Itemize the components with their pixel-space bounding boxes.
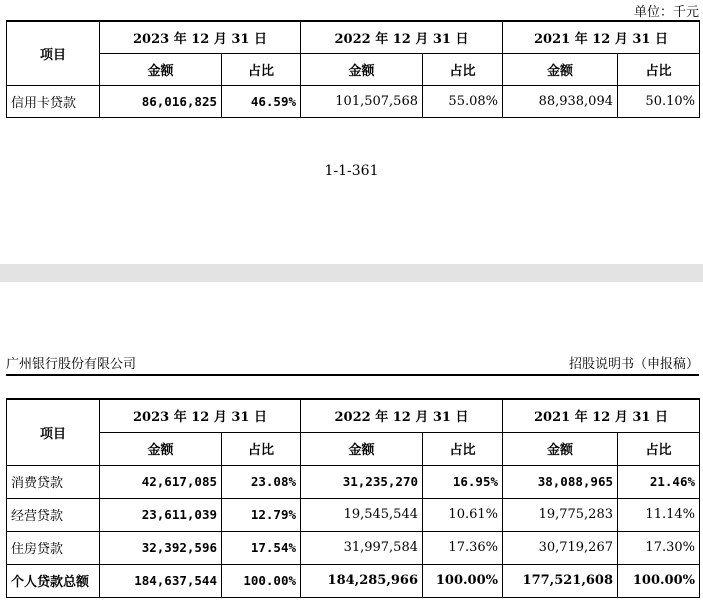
table-row bbox=[7, 85, 700, 117]
cell-amount-2022: 101,507,568 bbox=[301, 85, 423, 117]
cell-amount-2021: 19,775,283 bbox=[503, 498, 618, 531]
header-ratio: 占比 bbox=[423, 53, 503, 85]
header-item: 项目 bbox=[7, 399, 100, 465]
header-period-2022: 2022 年 12 月 31 日 bbox=[301, 399, 503, 432]
cell-ratio-2021: 21.46% bbox=[618, 465, 700, 498]
header-period-2021: 2021 年 12 月 31 日 bbox=[503, 21, 700, 53]
company-name: 广州银行股份有限公司 bbox=[6, 357, 137, 372]
header-period-2021: 2021 年 12 月 31 日 bbox=[503, 399, 700, 432]
header-amount: 金额 bbox=[100, 432, 222, 465]
header-amount: 金额 bbox=[301, 432, 423, 465]
cell-ratio-2023: 100.00% bbox=[222, 564, 301, 597]
cell-amount-2021: 30,719,267 bbox=[503, 531, 618, 564]
credit-card-loan-table bbox=[6, 20, 700, 118]
header-period-2023: 2023 年 12 月 31 日 bbox=[100, 399, 301, 432]
cell-amount-2023: 23,611,039 bbox=[100, 498, 222, 531]
header-period-2022: 2022 年 12 月 31 日 bbox=[301, 21, 503, 53]
cell-amount-2022: 184,285,966 bbox=[301, 564, 423, 597]
table-subheader-row bbox=[7, 53, 700, 85]
cell-amount-2023: 32,392,596 bbox=[100, 531, 222, 564]
row-label: 消费贷款 bbox=[7, 465, 100, 498]
cell-amount-2021: 38,088,965 bbox=[503, 465, 618, 498]
table-header-row bbox=[7, 21, 700, 53]
page-separator bbox=[0, 264, 703, 282]
header-ratio: 占比 bbox=[618, 53, 700, 85]
row-label-total: 个人贷款总额 bbox=[7, 564, 100, 597]
cell-ratio-2022: 55.08% bbox=[423, 85, 503, 117]
cell-amount-2022: 31,235,270 bbox=[301, 465, 423, 498]
document-header bbox=[6, 353, 699, 376]
cell-ratio-2021: 17.30% bbox=[618, 531, 700, 564]
row-label: 信用卡贷款 bbox=[7, 85, 100, 117]
header-amount: 金额 bbox=[100, 53, 222, 85]
table-row bbox=[7, 498, 700, 531]
cell-ratio-2023: 17.54% bbox=[222, 531, 301, 564]
cell-ratio-2023: 12.79% bbox=[222, 498, 301, 531]
row-label: 经营贷款 bbox=[7, 498, 100, 531]
cell-amount-2023: 42,617,085 bbox=[100, 465, 222, 498]
cell-ratio-2022: 100.00% bbox=[423, 564, 503, 597]
table-row bbox=[7, 465, 700, 498]
table-header-row bbox=[7, 399, 700, 432]
header-ratio: 占比 bbox=[618, 432, 700, 465]
header-amount: 金额 bbox=[301, 53, 423, 85]
table-total-row bbox=[7, 564, 700, 597]
personal-loan-table bbox=[6, 398, 700, 598]
cell-amount-2023: 184,637,544 bbox=[100, 564, 222, 597]
unit-label: 单位：千元 bbox=[633, 5, 699, 20]
document-title: 招股说明书（申报稿） bbox=[568, 357, 699, 372]
header-ratio: 占比 bbox=[222, 432, 301, 465]
table-row bbox=[7, 531, 700, 564]
table-subheader-row bbox=[7, 432, 700, 465]
header-ratio: 占比 bbox=[423, 432, 503, 465]
header-amount: 金额 bbox=[503, 53, 618, 85]
cell-ratio-2023: 23.08% bbox=[222, 465, 301, 498]
cell-amount-2022: 31,997,584 bbox=[301, 531, 423, 564]
header-amount: 金额 bbox=[503, 432, 618, 465]
cell-ratio-2021: 11.14% bbox=[618, 498, 700, 531]
cell-amount-2023: 86,016,825 bbox=[100, 85, 222, 117]
cell-amount-2022: 19,545,544 bbox=[301, 498, 423, 531]
header-period-2023: 2023 年 12 月 31 日 bbox=[100, 21, 301, 53]
header-item: 项目 bbox=[7, 21, 100, 85]
cell-amount-2021: 177,521,608 bbox=[503, 564, 618, 597]
page-number: 1-1-361 bbox=[324, 163, 379, 179]
cell-amount-2021: 88,938,094 bbox=[503, 85, 618, 117]
cell-ratio-2021: 100.00% bbox=[618, 564, 700, 597]
cell-ratio-2022: 10.61% bbox=[423, 498, 503, 531]
cell-ratio-2022: 17.36% bbox=[423, 531, 503, 564]
cell-ratio-2022: 16.95% bbox=[423, 465, 503, 498]
cell-ratio-2021: 50.10% bbox=[618, 85, 700, 117]
row-label: 住房贷款 bbox=[7, 531, 100, 564]
header-ratio: 占比 bbox=[222, 53, 301, 85]
cell-ratio-2023: 46.59% bbox=[222, 85, 301, 117]
